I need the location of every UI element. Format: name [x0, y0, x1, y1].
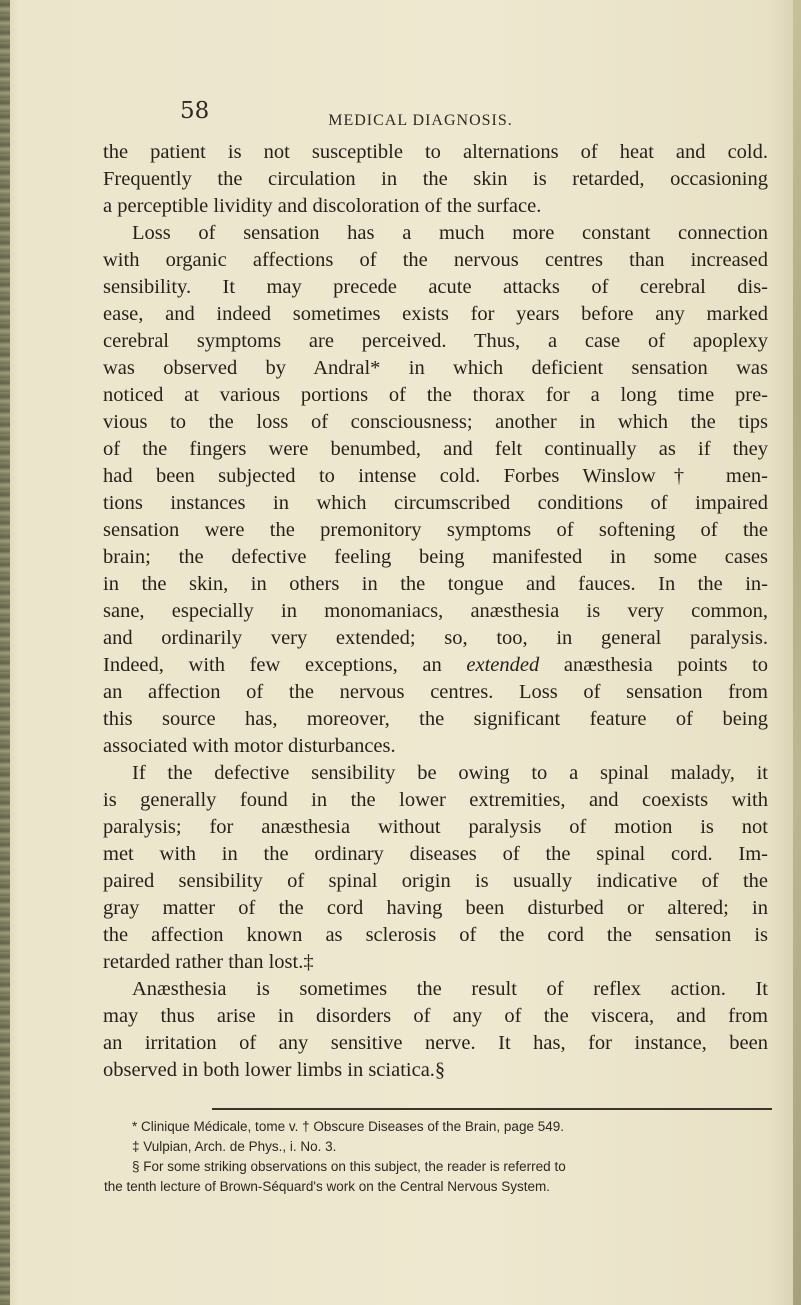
footnote: ‡ Vulpian, Arch. de Phys., i. No. 3. [132, 1139, 337, 1154]
text-line: this source has, moreover, the significant feature of being [103, 708, 768, 730]
text-line: Loss of sensation has a much more constant connection [132, 222, 768, 244]
footnote: the tenth lecture of Brown-Séquard's work on the Central Nervous System. [104, 1179, 551, 1194]
text-line: in the skin, in others in the tongue and fauces. In the in- [103, 573, 768, 595]
text-line: vious to the loss of consciousness; another in which the tips [103, 411, 768, 433]
text-line: the affection known as sclerosis of the cord the sensation is [103, 924, 768, 946]
text-fragment: Indeed, with few exceptions, an [103, 654, 442, 676]
text-line: paralysis; for anæsthesia without paralysis of motion is not [103, 816, 768, 838]
text-line: had been subjected to intense cold. Forbes Winslow† men- [103, 465, 768, 487]
text-line: with organic affections of the nervous centres than increased [103, 249, 768, 271]
text-line: sensation were the premonitory symptoms of softening of the [103, 519, 768, 541]
text-line: associated with motor disturbances. [103, 735, 396, 757]
text-fragment: anæsthesia points to [563, 654, 769, 676]
text-line: noticed at various portions of the thorax for a long time pre- [103, 384, 768, 406]
text-line: and ordinarily very extended; so, too, in general paralysis. [103, 627, 768, 649]
text-line: If the defective sensibility be owing to a spinal malady, it [132, 762, 768, 784]
text-line: tions instances in which circumscribed conditions of impaired [103, 492, 768, 514]
text-line: sensibility. It may precede acute attacks of cerebral dis- [103, 276, 768, 298]
text-line: an irritation of any sensitive nerve. It has, for instance, been [103, 1032, 768, 1054]
text-line: may thus arise in disorders of any of the viscera, and from [103, 1005, 768, 1027]
text-line: cerebral symptoms are perceived. Thus, a case of apoplexy [103, 330, 768, 352]
text-line: the patient is not susceptible to alternations of heat and cold. [103, 141, 768, 163]
text-line: gray matter of the cord having been disturbed or altered; in [103, 897, 768, 919]
text-line: sane, especially in monomaniacs, anæsthesia is very common, [103, 600, 768, 622]
footnote: § For some striking observations on this subject, the reader is referred to [132, 1159, 566, 1174]
text-line: observed in both lower limbs in sciatica.§ [103, 1059, 446, 1081]
italic-word: extended [466, 654, 540, 676]
text-line: brain; the defective feeling being manifested in some cases [103, 546, 768, 568]
text-line: Frequently the circulation in the skin is retarded, occasioning [103, 168, 768, 190]
text-line: retarded rather than lost.‡ [103, 951, 314, 973]
text-line: paired sensibility of spinal origin is usually indicative of the [103, 870, 768, 892]
text-line: is generally found in the lower extremities, and coexists with [103, 789, 768, 811]
text-line: a perceptible lividity and discoloration of the surface. [103, 195, 542, 217]
text-line-with-italic [103, 653, 768, 677]
footnote-rule [212, 1108, 772, 1110]
text-line: of the fingers were benumbed, and felt continually as if they [103, 438, 768, 460]
page-number: 58 [180, 98, 210, 124]
text-line: met with in the ordinary diseases of the spinal cord. Im- [103, 843, 768, 865]
text-line: ease, and indeed sometimes exists for years before any marked [103, 303, 768, 325]
footnote: * Clinique Médicale, tome v. † Obscure Diseases of the Brain, page 549. [132, 1119, 564, 1134]
text-line: an affection of the nervous centres. Loss of sensation from [103, 681, 768, 703]
text-line: was observed by Andral* in which deficient sensation was [103, 357, 768, 379]
running-head: MEDICAL DIAGNOSIS. [328, 112, 513, 129]
text-line: Anæsthesia is sometimes the result of reflex action. It [132, 978, 768, 1000]
